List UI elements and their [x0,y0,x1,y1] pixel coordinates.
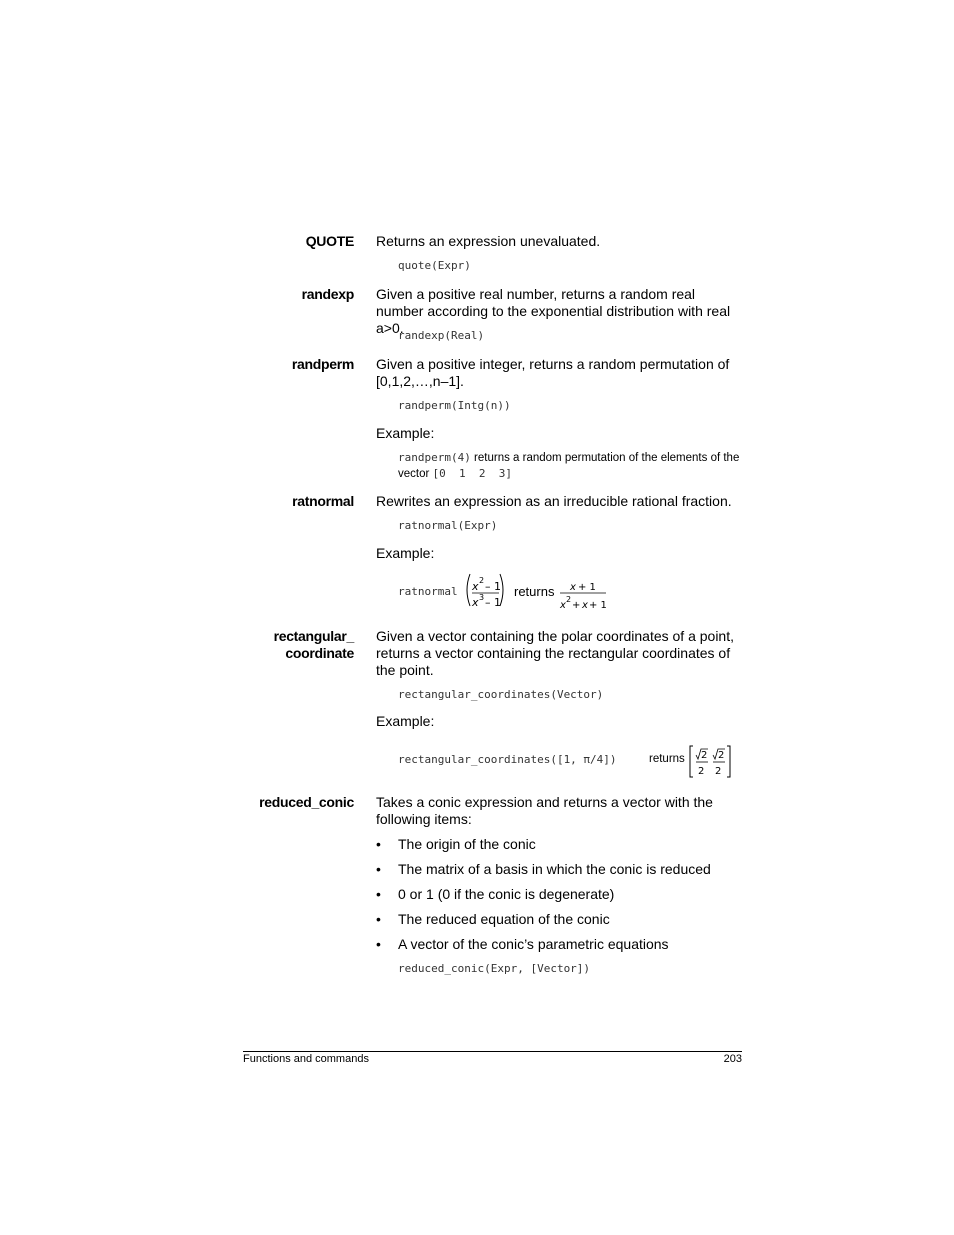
ratnormal-formula [464,572,614,612]
svg-text:x: x [560,600,566,611]
term-randexp: randexp [301,286,354,302]
svg-text:+ 1: + 1 [578,582,596,593]
bullet-dot: • [376,886,381,902]
svg-text:2: 2 [718,750,725,761]
svg-text:x: x [570,582,576,593]
svg-text:+ 1: + 1 [589,600,607,611]
svg-text:– 1: – 1 [485,580,501,593]
svg-text:3: 3 [479,593,485,602]
desc-quote: Returns an expression unevaluated. [376,233,601,249]
example-code-randperm: randperm(4) [398,451,471,464]
svg-text:x: x [472,580,479,593]
bullet-dot: • [376,936,381,952]
syntax-randexp: randexp(Real) [398,329,485,342]
desc-randexp: Given a positive real number, returns a random real number according to the exponential distribution with real a>0. [376,286,731,336]
returns-ratnormal: returns [514,584,555,599]
desc-randperm: Given a positive integer, returns a random permutation of [0,1,2,…,n–1]. [376,356,730,389]
term-quote: QUOTE [305,233,354,249]
svg-text:+: + [572,600,581,611]
svg-text:2: 2 [701,750,708,761]
example-randperm [398,450,743,482]
syntax-rectangular: rectangular_coordinates(Vector) [398,688,604,701]
term-reduced-conic: reduced_conic [259,794,354,810]
svg-text:x: x [582,600,588,611]
svg-text:2: 2 [698,766,705,777]
term-randperm: randperm [291,356,354,372]
page-number: 203 [723,1053,742,1065]
example-vector-randperm: [0 1 2 3] [432,467,512,480]
desc-ratnormal: Rewrites an expression as an irreducible rational fraction. [376,493,732,509]
footer-divider [243,1051,742,1052]
term-rectangular [234,628,354,662]
svg-text:2: 2 [715,766,722,777]
bullet-dot: • [376,911,381,927]
syntax-ratnormal: ratnormal(Expr) [398,519,498,532]
example-text-randperm: returns a random permutation of the elements of the vector [398,452,740,480]
desc-rectangular: Given a vector containing the polar coordinates of a point, returns a vector containing the rectangular coordinates of the point. [376,628,734,678]
desc-reduced-conic: Takes a conic expression and returns a vector with the following items: [376,794,713,827]
example-label-rectangular: Example: [376,713,435,729]
term-rectangular-line1: rectangular_ [273,628,354,644]
returns-rectangular: returns [649,753,685,765]
syntax-quote: quote(Expr) [398,259,471,272]
example-label-ratnormal: Example: [376,545,435,561]
svg-text:2: 2 [479,576,485,585]
svg-text:– 1: – 1 [485,596,501,609]
term-ratnormal: ratnormal [292,493,354,509]
rectangular-result-matrix [688,744,736,780]
term-rectangular-line2: coordinate [285,645,354,661]
example-code-rectangular: rectangular_coordinates([1, π/4]) [398,753,617,766]
syntax-randperm: randperm(Intg(n)) [398,399,511,412]
example-label-randperm: Example: [376,425,435,441]
bullet-dot: • [376,861,381,877]
bullet-dot: • [376,836,381,852]
example-code-ratnormal: ratnormal [398,585,458,598]
svg-text:2: 2 [566,595,572,604]
svg-text:x: x [472,596,479,609]
syntax-reduced-conic: reduced_conic(Expr, [Vector]) [398,962,591,975]
footer-section-title: Functions and commands [243,1053,369,1065]
